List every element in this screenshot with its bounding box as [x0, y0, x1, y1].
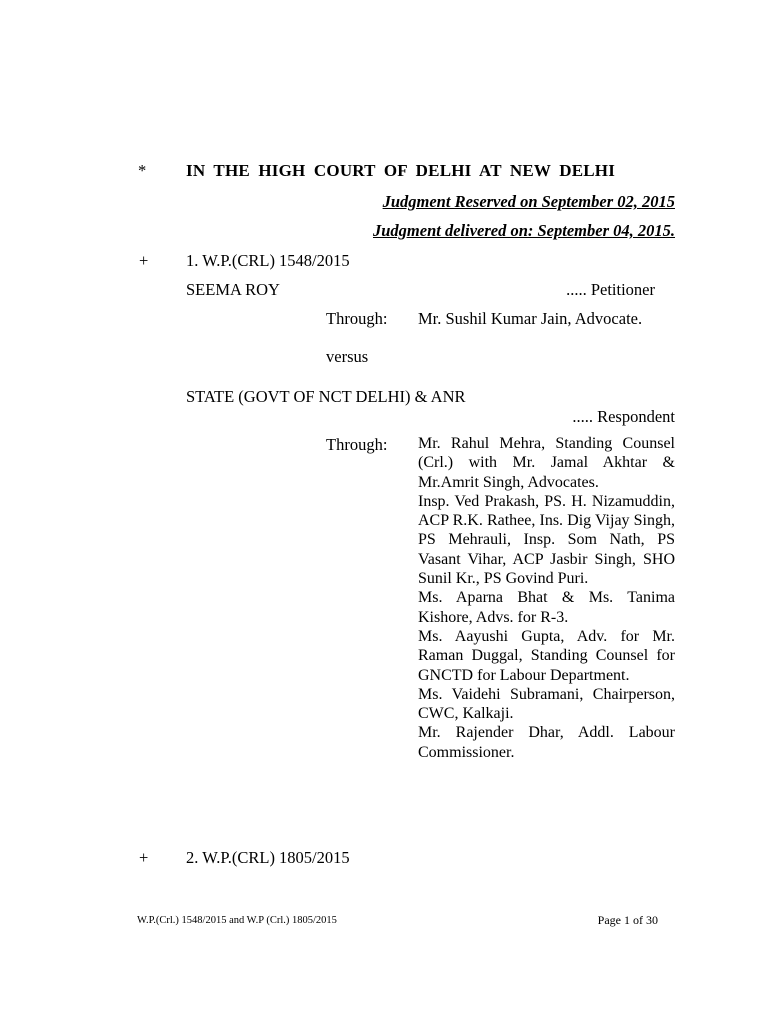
petitioner-role: ..... Petitioner — [566, 280, 655, 299]
respondent-name: STATE (GOVT OF NCT DELHI) & ANR — [186, 387, 466, 406]
case2-plus-marker: + — [139, 848, 149, 867]
footer-citation: W.P.(Crl.) 1548/2015 and W.P (Crl.) 1805/2015 — [137, 915, 337, 926]
case1-number: 1. W.P.(CRL) 1548/2015 — [186, 251, 350, 270]
respondent-through-label: Through: — [326, 435, 388, 454]
respondent-counsel-list — [418, 434, 675, 762]
court-title: IN THE HIGH COURT OF DELHI AT NEW DELHI — [186, 161, 616, 180]
asterisk-marker: * — [138, 161, 147, 180]
case2-number: 2. W.P.(CRL) 1805/2015 — [186, 848, 350, 867]
petitioner-name: SEEMA ROY — [186, 280, 280, 299]
petitioner-counsel: Mr. Sushil Kumar Jain, Advocate. — [418, 309, 643, 328]
counsel-entry: Ms. Aparna Bhat & Ms. Tanima Kishore, Advs. for R-3. — [418, 589, 675, 626]
versus-label: versus — [326, 347, 369, 366]
counsel-entry: Mr. Rajender Dhar, Addl. Labour Commissioner. — [418, 724, 675, 761]
respondent-role: ..... Respondent — [572, 407, 675, 426]
counsel-entry: Ms. Vaidehi Subramani, Chairperson, CWC, Kalkaji. — [418, 685, 675, 723]
counsel-entry: Mr. Rahul Mehra, Standing Counsel (Crl.) with Mr. Jamal Akhtar & Mr.Amrit Singh, Advocates. — [418, 435, 675, 491]
counsel-entry: Insp. Ved Prakash, PS. H. Nizamuddin, ACP R.K. Rathee, Ins. Dig Vijay Singh, PS Mehrauli, Insp. Som Nath, PS Vasant Vihar, ACP Jasbir Singh, SHO Sunil Kr., PS Govind Puri. — [418, 492, 675, 588]
petitioner-through-label: Through: — [326, 309, 388, 328]
footer-page-number: Page 1 of 30 — [597, 913, 658, 927]
case1-plus-marker: + — [139, 251, 149, 270]
counsel-entry: Ms. Aayushi Gupta, Adv. for Mr. Raman Duggal, Standing Counsel for GNCTD for Labour Department. — [418, 627, 675, 684]
judgment-reserved-date: Judgment Reserved on September 02, 2015 — [382, 192, 675, 211]
judgment-delivered-date: Judgment delivered on: September 04, 2015. — [372, 221, 675, 240]
